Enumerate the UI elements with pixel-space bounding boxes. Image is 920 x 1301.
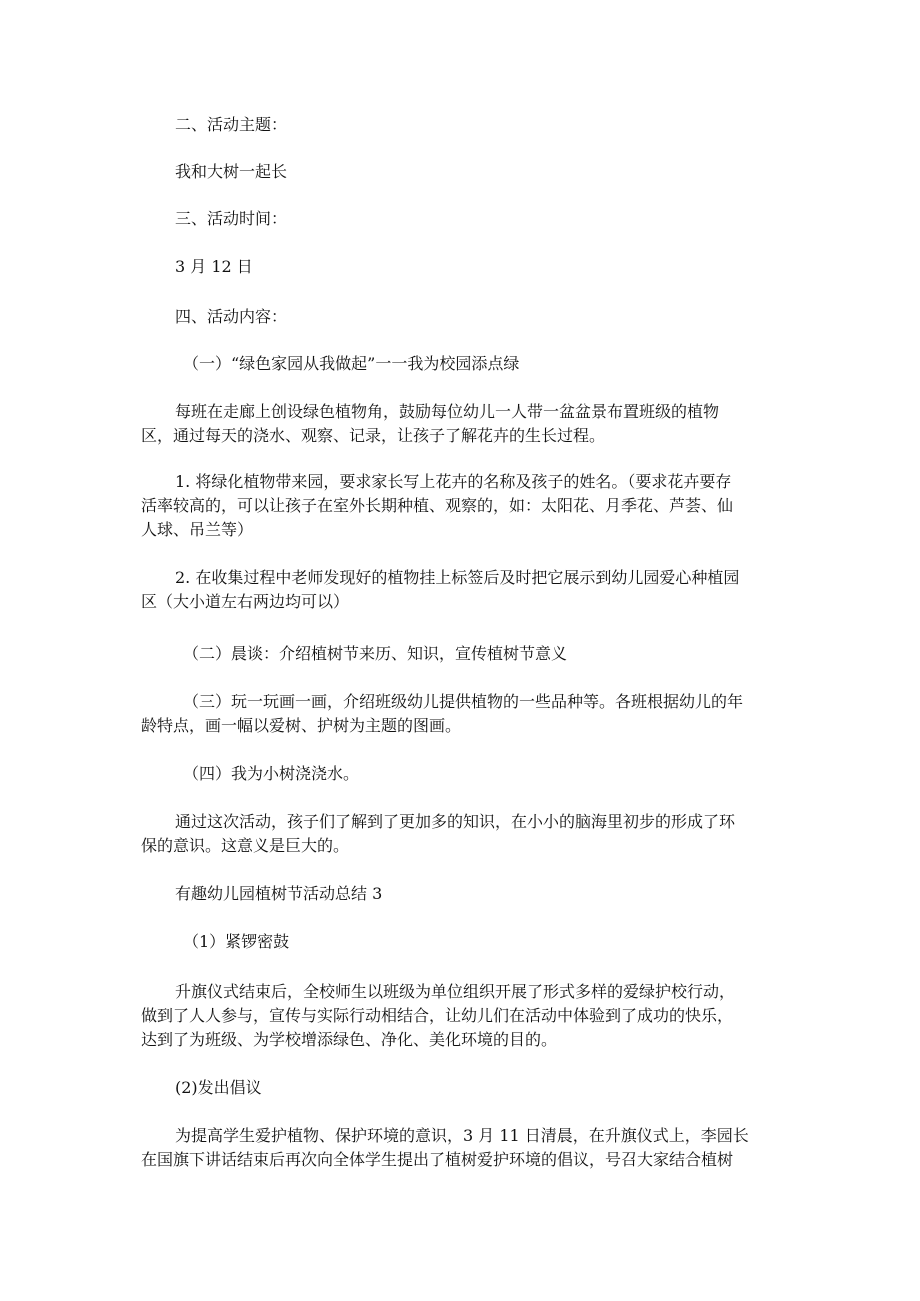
- sub2-body: [141, 1124, 775, 1172]
- item1-line2: 活率较高的，可以让孩子在室外长期种植、观察的，如：太阳花、月季花、芦荟、仙: [141, 496, 734, 515]
- date-text: 3 月 12 日: [175, 257, 253, 276]
- section4-title: （四）我为小树浇浇水。: [183, 764, 360, 783]
- sub2-line2: 在国旗下讲话结束后再次向全体学生提出了植树爱护环境的倡议，号召大家结合植树: [141, 1150, 734, 1169]
- section3: [141, 690, 783, 738]
- summary: [141, 810, 775, 858]
- item2-line1: 2. 在收集过程中老师发现好的植物挂上标签后及时把它展示到幼儿园爱心种植园: [175, 568, 740, 587]
- heading-content: 四、活动内容：: [175, 307, 288, 326]
- sub2-line1: 为提高学生爱护植物、保护环境的意识，3 月 11 日清晨，在升旗仪式上，李园长: [175, 1126, 749, 1145]
- sub1-body: [141, 980, 775, 1052]
- summary-line1: 通过这次活动，孩子们了解到了更加多的知识，在小小的脑海里初步的形成了环: [175, 812, 736, 831]
- section1-title: （一）“绿色家园从我做起”一一我为校园添点绿: [183, 354, 520, 373]
- item1-line3: 人球、吊兰等）: [141, 520, 254, 539]
- sub1-line2: 做到了人人参与，宣传与实际行动相结合，让幼儿们在活动中体验到了成功的快乐，: [141, 1006, 734, 1025]
- item2-line2: 区（大小道左右两边均可以）: [141, 592, 350, 611]
- sub1-line1: 升旗仪式结束后，全校师生以班级为单位组织开展了形式多样的爱绿护校行动，: [175, 982, 736, 1001]
- section1-body-line2: 区，通过每天的浇水、观察、记录，让孩子了解花卉的生长过程。: [141, 426, 606, 445]
- section2-title: （二）晨谈：介绍植树节来历、知识，宣传植树节意义: [183, 644, 568, 663]
- heading-time: 三、活动时间：: [175, 209, 288, 228]
- theme-text: 我和大树一起长: [175, 162, 288, 181]
- item1: [141, 470, 775, 542]
- section3-line1: （三）玩一玩画一画，介绍班级幼儿提供植物的一些品种等。各班根据幼儿的年: [183, 692, 744, 711]
- section3-line2: 龄特点，画一幅以爱树、护树为主题的图画。: [141, 716, 462, 735]
- summary-line2: 保的意识。这意义是巨大的。: [141, 836, 350, 855]
- title3: 有趣幼儿园植树节活动总结 3: [175, 884, 383, 903]
- item1-line1: 1. 将绿化植物带来园，要求家长写上花卉的名称及孩子的姓名。（要求花卉要存: [175, 472, 732, 491]
- item2: [141, 566, 775, 614]
- section1-body: [141, 400, 775, 448]
- sub1-title: （1）紧锣密鼓: [183, 932, 290, 951]
- section1-body-line1: 每班在走廊上创设绿色植物角，鼓励每位幼儿一人带一盆盆景布置班级的植物: [175, 402, 720, 421]
- sub2-title: (2)发出倡议: [175, 1078, 262, 1097]
- sub1-line3: 达到了为班级、为学校增添绿色、净化、美化环境的目的。: [141, 1030, 558, 1049]
- heading-theme: 二、活动主题：: [175, 115, 288, 134]
